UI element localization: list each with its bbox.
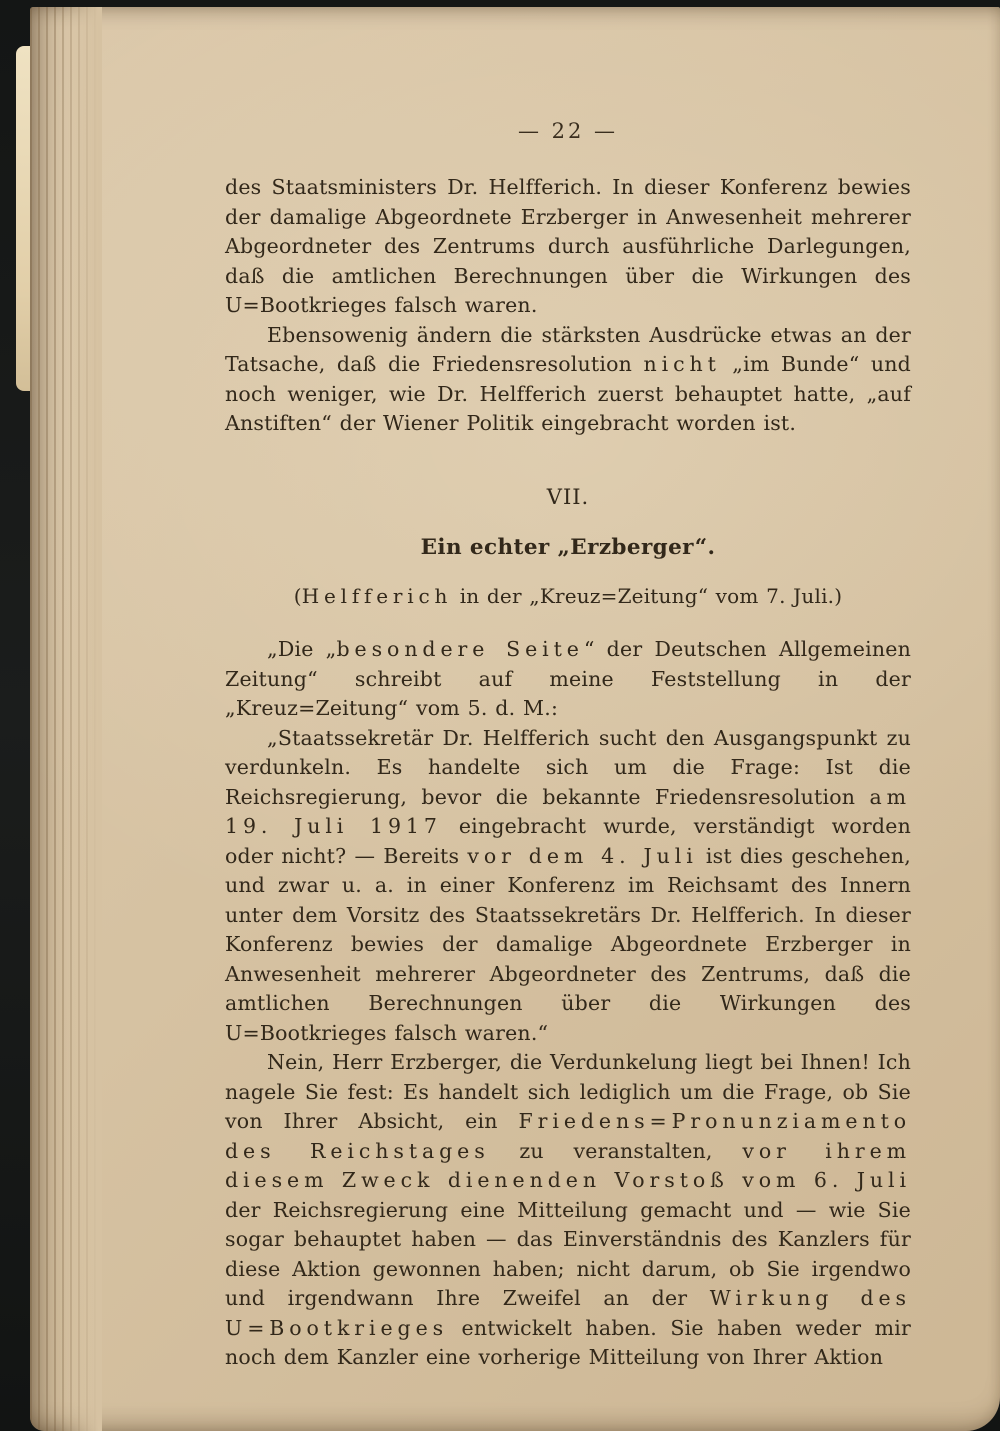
paragraph [225,1048,911,1373]
body-text: „im Bunde“ und noch weniger, wie Dr. Helfferich zuerst behauptet hatte, „auf Anstiften“ der Wiener Politik eingebracht worden ist. [225,352,911,435]
body-text: ( [293,583,302,608]
paragraph [225,582,911,612]
letterspaced-text: Wirkung des U=Bootkrieges [225,1286,911,1340]
body-text: des Staatsministers Dr. Helfferich. In dieser Konferenz bewies der damalige Abgeordnete Erzberger in Anwesenheit mehrerer Abgeordneter des Zentrums durch ausführliche Darlegungen, daß die amtlichen Berechnungen über die Wirkungen des U=Bootkrieges falsch waren. [225,175,911,317]
intro-paragraphs [225,173,911,439]
body-text: in der „Kreuz=Zeitung“ vom 7. Juli.) [452,583,843,608]
section-subtitle [225,582,911,612]
letterspaced-text: am 19. Juli 1917 [225,784,911,838]
section-title: Ein echter „Erzberger“. [420,534,716,560]
paragraph [225,724,911,1049]
body-text: „Staatssekretär Dr. Helfferich sucht den Ausgangspunkt zu verdunkeln. Es handelte sich um die Frage: Ist die Reichsregierung, bevor die bekannte Friedensresolution [225,725,911,809]
page-edge-stack [30,7,102,1431]
scanned-book-page [30,7,1000,1431]
letterspaced-text: besondere Seite [336,637,584,661]
body-text: ist dies geschehen, und zwar u. a. in einer Konferenz im Reichsamt des Innern unter dem Vorsitz des Staatssekretärs Dr. Helfferich. In dieser Konferenz bewies der damalige Abgeordnete Erzberger in Anwesenheit mehrerer Abgeordneter des Zentrums, daß die amtlichen Berechnungen über die Wirkungen des U=Bootkrieges falsch waren.“ [225,843,912,1045]
section-number: VII. [546,484,590,509]
page-number: — 22 — [517,119,619,143]
body-text: entwickelt haben. Sie haben weder mir noch dem Kanzler eine vorherige Mitteilung von Ihrer Aktion [225,1315,911,1369]
text-block [225,173,911,1373]
letterspaced-text: nicht [643,352,721,376]
letterspaced-text: Friedens=Pronunziamento des Reichstages [225,1109,911,1163]
body-text: “ der Deutschen Allgemeinen Zeitung“ schreibt auf meine Feststellung in der „Kreuz=Zeitung“ vom 5. d. M.: [225,637,911,720]
adjacent-page-edge [16,46,30,391]
body-text: „Die „ [267,637,337,661]
body-text: Nein, Herr Erzberger, die Verdunkelung liegt bei Ihnen! Ich nagele Sie fest: Es handelt sich lediglich um die Frage, ob Sie von Ihrer Absicht, ein [225,1050,911,1133]
page-content [225,7,911,1373]
body-text: der Reichsregierung eine Mitteilung gemacht und — wie Sie sogar behauptet haben — das Einverständnis des Kanzlers für diese Aktion gewonnen haben; nicht darum, ob Sie irgendwo und irgendwann Ihre Zweifel an der [225,1197,911,1310]
paragraph [225,321,911,439]
body-text: Ebensowenig ändern die stärksten Ausdrücke etwas an der Tatsache, daß die Friedensresolution [225,322,911,376]
body-text: eingebracht wurde, verständigt worden oder nicht? — Bereits [225,814,911,868]
paragraph [225,635,911,724]
letterspaced-text: vor ihrem diesem Zweck dienenden Vorstoß vom 6. Juli [225,1138,912,1192]
paragraph [225,173,911,321]
body-text: zu veranstalten, [489,1138,743,1163]
letterspaced-text: vor dem 4. Juli [467,843,698,868]
body-paragraphs [225,635,911,1373]
letterspaced-text: Helfferich [301,583,453,608]
